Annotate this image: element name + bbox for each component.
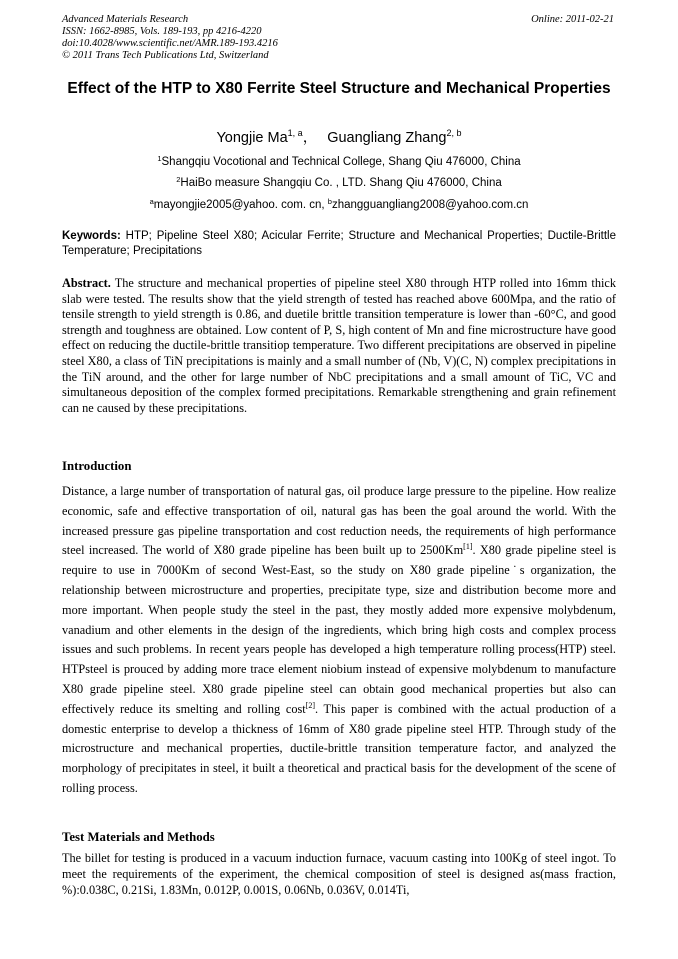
methods-body: The billet for testing is produced in a vacuum induction furnace, vacuum casting into 100Kg of steel ingot. To meet the requirements of the experiment, the chemical composition of steel is designed as(mass fraction, %):0.038C, 0.21Si, 1.83Mn, 0.012P, 0.001S, 0.06Nb, 0.036V, 0.014Ti, <box>62 851 616 897</box>
affiliation-2 <box>62 172 616 191</box>
email-superscript: b <box>327 197 332 206</box>
affiliation-1 <box>62 151 616 170</box>
doi-line: doi:10.4028/www.scientific.net/AMR.189-193.4216 <box>62 38 278 49</box>
section-heading-methods: Test Materials and Methods <box>62 830 215 844</box>
email-address: zhangguangliang2008@yahoo.com.cn <box>331 199 529 211</box>
author-emails <box>62 194 616 213</box>
affiliation-superscript: 2 <box>176 175 181 184</box>
online-date: Online: 2011-02-21 <box>531 14 614 25</box>
body-text: . This paper is combined with the actual production of a domestic enterprise to develop a thickness of 16mm of X80 grade pipeline steel HTP. Through study of the microstructure and mechanical properties, ductile-brittle transition temperature factor, and analyzed the morphology of precipitates in steel, it built a theoretical and practical basis for the development of the scene of rolling process. <box>62 701 616 795</box>
issn-line: ISSN: 1662-8985, Vols. 189-193, pp 4216-4220 <box>62 26 262 37</box>
abstract <box>62 276 616 416</box>
affiliation-superscript: 1 <box>157 154 162 163</box>
abstract-label: Abstract. <box>62 276 111 290</box>
author-superscript: 2, b <box>446 128 462 138</box>
author-name: Yongjie Ma <box>216 130 288 146</box>
section-heading-introduction: Introduction <box>62 459 132 473</box>
author-list <box>62 123 616 148</box>
author-superscript: 1, a <box>287 128 303 138</box>
keywords <box>62 229 616 259</box>
citation-ref: [1] <box>463 542 473 552</box>
email-address: mayongjie2005@yahoo. com. cn, <box>153 199 325 211</box>
email-superscript: a <box>149 197 154 206</box>
abstract-text: The structure and mechanical properties of pipeline steel X80 through HTP rolled into 16mm thick slab were tested. The results show that the yield strength of tested has reached above 600Mpa, and the ratio of tensile strength to yield strength is 0.86, and duetile brittle transition temperature is lower than -60°C, and good strength and toughness are obtained. Low content of P, S, high content of Mn and fine microstructure have good effect on reducing the ductile-brittle transitiop temperature. Two different precipitations are observed in pipeline steel X80, a class of TiN precipitations is mainly and a small number of (Nb, V)(C, N) complex precipitations in the TiN around, and the other for large number of NbC precipitations and a small amount of TiC, VC and simultaneous deposition of the complex formed precipitations. Remarkable strengthening and grain refinement can ne caused by these precipitations. <box>62 276 616 415</box>
journal-name: Advanced Materials Research <box>62 14 189 25</box>
body-text: Distance, a large number of transportation of natural gas, oil produce large pressure to the pipeline. How realize economic, safe and effective transportation of oil, natural gas has been the goal around the world. With the increased pressure gas pipeline transportation and cost reduction needs, the requirements of high performance steel increased. The world of X80 grade pipeline has been built up to 2500Km <box>62 484 616 558</box>
keywords-text: HTP; Pipeline Steel X80; Acicular Ferrite; Structure and Mechanical Properties; Ductile-Brittle Temperature; Precipitations <box>62 230 616 257</box>
affiliation-text: HaiBo measure Shangqiu Co. , LTD. Shang Qiu 476000, China <box>180 177 502 189</box>
journal-header <box>62 14 614 62</box>
introduction-body <box>62 482 616 799</box>
body-text: . X80 grade pipeline steel is require to use in 7000Km of second West-East, so the study on X80 grade pipeline˙s organization, the relationship between microstructure and properties, precipitate type, size and distribution become more and more important. When people study the steel in the past, they mostly added more expensive molybdenum, vanadium and other elements in the design of the ingredients, which bring high costs and complex process issues and such problems. In recent years people has developed a high temperature rolling process(HTP) steel. HTPsteel is prouced by adding more trace element niobium instead of expensive molybdenum to manufacture X80 grade pipeline steel. X80 grade pipeline steel can obtain good mechanical properties but also can effectively reduce its smelting and rolling cost <box>62 543 616 716</box>
author-separator: ， <box>302 130 318 146</box>
author-name: Guangliang Zhang <box>327 130 447 146</box>
paper-title: Effect of the HTP to X80 Ferrite Steel Structure and Mechanical Properties <box>67 80 611 97</box>
keywords-label: Keywords: <box>62 230 121 242</box>
copyright-line: © 2011 Trans Tech Publications Ltd, Switzerland <box>62 50 269 61</box>
citation-ref: [2] <box>305 700 315 710</box>
affiliation-text: Shangqiu Vocotional and Technical College, Shang Qiu 476000, China <box>161 156 521 168</box>
